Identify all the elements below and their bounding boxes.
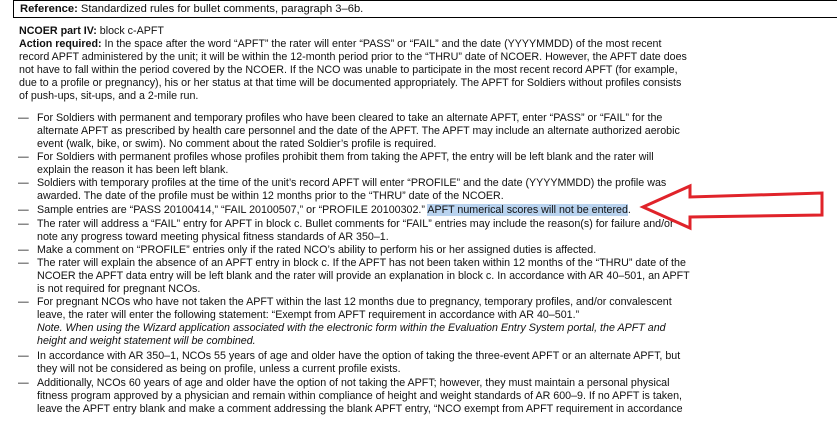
red-arrow-icon <box>643 186 822 228</box>
bullet-line: For Soldiers with permanent profiles whose profiles prohibit them from taking the APFT, the entry will be left blank and the rater will <box>37 151 654 163</box>
bullet-line: they will not be considered as being on profile, unless a current profile exists. <box>37 363 401 375</box>
bullet-dash: — <box>18 377 29 389</box>
bullet-line: leave the APFT entry blank and make a comment addressing the blank APFT entry, “NCO exempt from APFT requirement in accordance <box>37 403 683 415</box>
highlighted-text: APFT numerical scores will not be entered <box>427 204 628 216</box>
bullet-line: For Soldiers with permanent and temporary profiles who have been cleared to take an alternate APFT, enter “PASS” or “FAIL” for the <box>37 112 663 124</box>
bullet-dash: — <box>18 112 29 124</box>
bullet-line: Additionally, NCOs 60 years of age and older have the option of not taking the APFT; however, they must maintain a personal physical <box>37 377 670 389</box>
reference-label: Reference: <box>20 3 78 15</box>
bullet-line: event (walk, bike, or swim). No comment about the rated Soldier’s profile is required. <box>37 138 437 150</box>
bullet-dash: — <box>18 257 29 269</box>
section-title: NCOER part IV: <box>19 25 97 37</box>
bullet-line: The rater will address a “FAIL” entry for APFT in block c. Bullet comments for “FAIL” entries may include the reason(s) for failure and/or <box>37 218 674 230</box>
intro-line: of push-ups, sit-ups, and a 2-mile run. <box>19 90 199 102</box>
bullet-line: Make a comment on “PROFILE” entries only if the rated NCO’s ability to perform his or her assigned duties is affected. <box>37 244 597 256</box>
bullet-line: note any progress toward meeting physical fitness standards of AR 350–1. <box>37 231 389 243</box>
bullet-line: NCOER the APFT data entry will be left blank and the rater will provide an explanation in block c. In accordance with AR 40–501, an APFT <box>37 270 690 282</box>
bullet-line: leave, the rater will enter the following statement: “Exempt from APFT requirement in accordance with AR 40–501.” <box>37 309 580 321</box>
bullet-dash: — <box>18 244 29 256</box>
bullet-line: Soldiers with temporary profiles at the time of the unit’s record APFT will enter “PROFILE” and the date (YYYYMMDD) the profile was <box>37 177 667 189</box>
bullet-dash: — <box>18 151 29 163</box>
bullet-line: explain the reason it has been left blank. <box>37 164 229 176</box>
note-line: height and weight statement will be combined. <box>37 335 256 347</box>
bullet-line: is not required for pregnant NCOs. <box>37 283 201 295</box>
note-line: Note. When using the Wizard application associated with the electronic form within the Evaluation Entry System portal, the APFT and <box>37 322 666 334</box>
bullet-line: alternate APFT as prescribed by health care personnel and the date of the APFT. The APFT may include an alternate authorized aerobic <box>37 125 680 137</box>
section-subtitle: block c-APFT <box>96 25 164 37</box>
bullet-line: awarded. The date of the profile must be within 12 months prior to the “THRU” date of the NCOER. <box>37 190 504 202</box>
bullet-dash: — <box>18 350 29 362</box>
intro-line: not have to fall within the period covered by the NCOER. If the NCO was unable to participate in the most recent record APFT (for example, <box>19 64 678 76</box>
intro-line: Action required: In the space after the word “APFT” the rater will enter “PASS” or “FAIL” and the date (YYYYMMDD) of the most recent <box>19 38 662 50</box>
bullet-dash: — <box>18 296 29 308</box>
action-label: Action required: <box>19 38 102 50</box>
bullet-line-sample-entries: Sample entries are “PASS 20100414,” “FAIL 20100507,” or “PROFILE 20100302.” APFT numerical scores will not be entered. <box>37 204 631 216</box>
intro-line: due to a profile or pregnancy), his or her status at that time will be documented appropriately. The APFT for Soldiers without profiles consists <box>19 77 682 89</box>
bullet-line: In accordance with AR 350–1, NCOs 55 years of age and older have the option of taking the three-event APFT or an alternate APFT, but <box>37 350 681 362</box>
intro-line: record APFT administered by the unit; it will be within the 12-month period prior to the “THRU” date of NCOER. However, the APFT date does <box>19 51 687 63</box>
bullet-dash: — <box>18 177 29 189</box>
bullet-line: fitness program approved by a physician and remain within compliance of height and weight standards of AR 600–9. If no APFT is taken, <box>37 390 682 402</box>
bullet-dash: — <box>18 218 29 230</box>
bullet-line: The rater will explain the absence of an APFT entry in block c. If the APFT has not been taken within 12 months of the “THRU” date of the <box>37 257 686 269</box>
bullet-dash: — <box>18 204 29 216</box>
bullet-line: For pregnant NCOs who have not taken the APFT within the last 12 months due to pregnancy, temporary profiles, and/or convalescent <box>37 296 672 308</box>
reference-text: Standardized rules for bullet comments, paragraph 3–6b. <box>77 3 364 15</box>
